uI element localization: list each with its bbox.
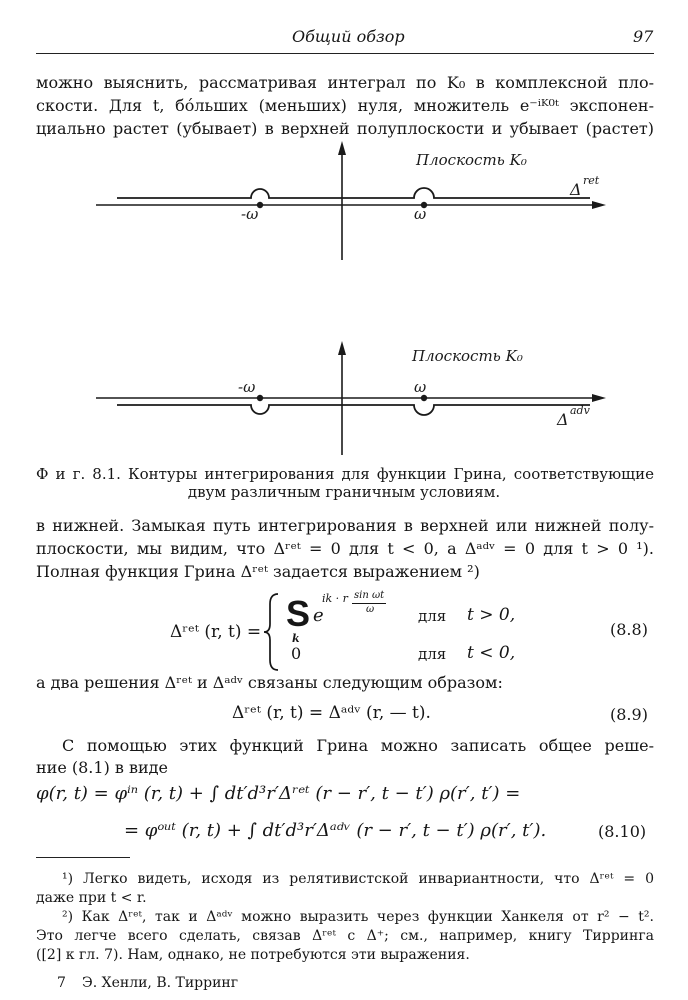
top-contour-sup: ret [583, 174, 600, 187]
bottom-pole-left-label: -ω [238, 378, 256, 396]
figure-caption-line-2: двум различным граничным условиям. [187, 483, 501, 501]
eq-8-9: Δʳᵉᵗ (r, t) = Δᵃᵈᵛ (r, — t). [232, 703, 431, 723]
bottom-pole-right-label: ω [414, 378, 427, 396]
paragraph-2-line-1: в нижней. Замыкая путь интегрирования в верхней или нижней полу- [36, 516, 654, 535]
eq-8-8-lhs: Δʳᵉᵗ (r, t) = [170, 622, 262, 642]
top-vertical-arrowhead [338, 141, 346, 155]
eq-8-8-sum-index: k [292, 632, 300, 645]
bottom-contour-label: Δ [557, 410, 569, 429]
footnote-2-line-1: ²) Как Δʳᵉᵗ, так и Δᵃᵈᵛ можно выразить через функции Ханкеля от r² − t². [62, 909, 654, 925]
eq-8-8-case2-value: 0 [291, 644, 302, 663]
top-pole-right-label: ω [414, 205, 427, 223]
eq-8-10-line-2: = φᵒᵘᵗ (r, t) + ∫ dt′d³r′Δᵃᵈᵛ (r − r′, t − t′) ρ(r′, t′). [124, 820, 547, 841]
eq-8-8-sum-symbol: S [286, 593, 311, 634]
paragraph-1-line-3: циально растет (убывает) в верхней полуплоскости и убывает (растет) [36, 119, 654, 138]
figure-caption-prefix: Ф и г. 8.1. [36, 465, 121, 483]
eq-8-10-number: (8.10) [598, 822, 647, 841]
eq-8-8-frac-num: sin ωt [354, 590, 385, 601]
footnote-2-line-2: Это легче всего сделать, связав Δʳᵉᵗ с Δ⁺; см., например, книгу Тирринга [36, 928, 654, 944]
running-header: Общий обзор [292, 27, 405, 46]
footnote-1-line-1: ¹) Легко видеть, исходя из релятивистской инвариантности, что Δʳᵉᵗ = 0 [62, 871, 654, 887]
eq-8-9-number: (8.9) [610, 705, 648, 724]
eq-8-8-exponent: ik · r [322, 592, 348, 605]
page-number: 97 [633, 27, 654, 46]
bottom-vertical-arrowhead [338, 341, 346, 355]
paragraph-3-line-1: С помощью этих функций Грина можно записать общее реше- [62, 736, 654, 755]
top-plane-label: Плоскость K₀ [416, 151, 527, 169]
eq-8-10-line-1: φ(r, t) = φⁱⁿ (r, t) + ∫ dt′d³r′Δʳᵉᵗ (r − r′, t − t′) ρ(r′, t′) = [36, 783, 521, 804]
paragraph-2-line-3: Полная функция Грина Δʳᵉᵗ задается выражением ²) [36, 562, 480, 581]
eq-8-8-case1-word: для [418, 607, 447, 625]
paragraph-3-line-2: ние (8.1) в виде [36, 758, 168, 777]
bottom-plane-label: Плоскость K₀ [412, 347, 523, 365]
paragraph-1-line-2: скости. Для t, бо́льших (меньших) нуля, множитель e⁻ⁱᴷ⁰ᵗ экспонен- [36, 96, 654, 115]
bottom-plane-diagram [96, 341, 606, 455]
figure-caption-line-1 [36, 465, 654, 484]
eq-8-8-number: (8.8) [610, 620, 648, 639]
eq-8-8-brace [262, 592, 282, 672]
footer-signature: 7 [57, 975, 66, 991]
figure-contours [0, 135, 688, 465]
top-pole-left-label: -ω [241, 205, 259, 223]
eq-8-8-exp-base: e [313, 605, 324, 626]
eq-8-8-case2-cond: t < 0, [467, 643, 516, 663]
paragraph-2-line-2: плоскости, мы видим, что Δʳᵉᵗ = 0 для t < 0, а Δᵃᵈᵛ = 0 для t > 0 ¹). [36, 539, 654, 558]
bottom-pole-left [257, 395, 263, 401]
relation-line: а два решения Δʳᵉᵗ и Δᵃᵈᵛ связаны следующим образом: [36, 673, 503, 692]
bottom-contour-adv [117, 405, 590, 415]
eq-8-8-case1-cond: t > 0, [467, 605, 516, 625]
top-contour-ret [117, 188, 590, 198]
footnote-1-line-2: даже при t < r. [36, 890, 147, 906]
paragraph-1-line-1: можно выяснить, рассматривая интеграл по K₀ в комплексной пло- [36, 73, 654, 92]
top-real-arrowhead [592, 201, 606, 209]
footnote-2-line-3: ([2] к гл. 7). Нам, однако, не потребуются эти выражения. [36, 947, 470, 963]
eq-8-8-case2-word: для [418, 645, 447, 663]
bottom-real-arrowhead [592, 394, 606, 402]
header-rule [36, 53, 654, 54]
footnote-rule [36, 857, 130, 858]
figure-caption-text-1: Контуры интегрирования для функции Грина, соответствующие [127, 465, 654, 483]
top-plane-diagram [96, 141, 606, 260]
top-contour-label: Δ [570, 180, 582, 199]
footer-authors: Э. Хенли, В. Тирринг [82, 975, 239, 991]
bottom-contour-sup: adv [570, 404, 590, 417]
eq-8-8-frac-den: ω [366, 604, 375, 615]
